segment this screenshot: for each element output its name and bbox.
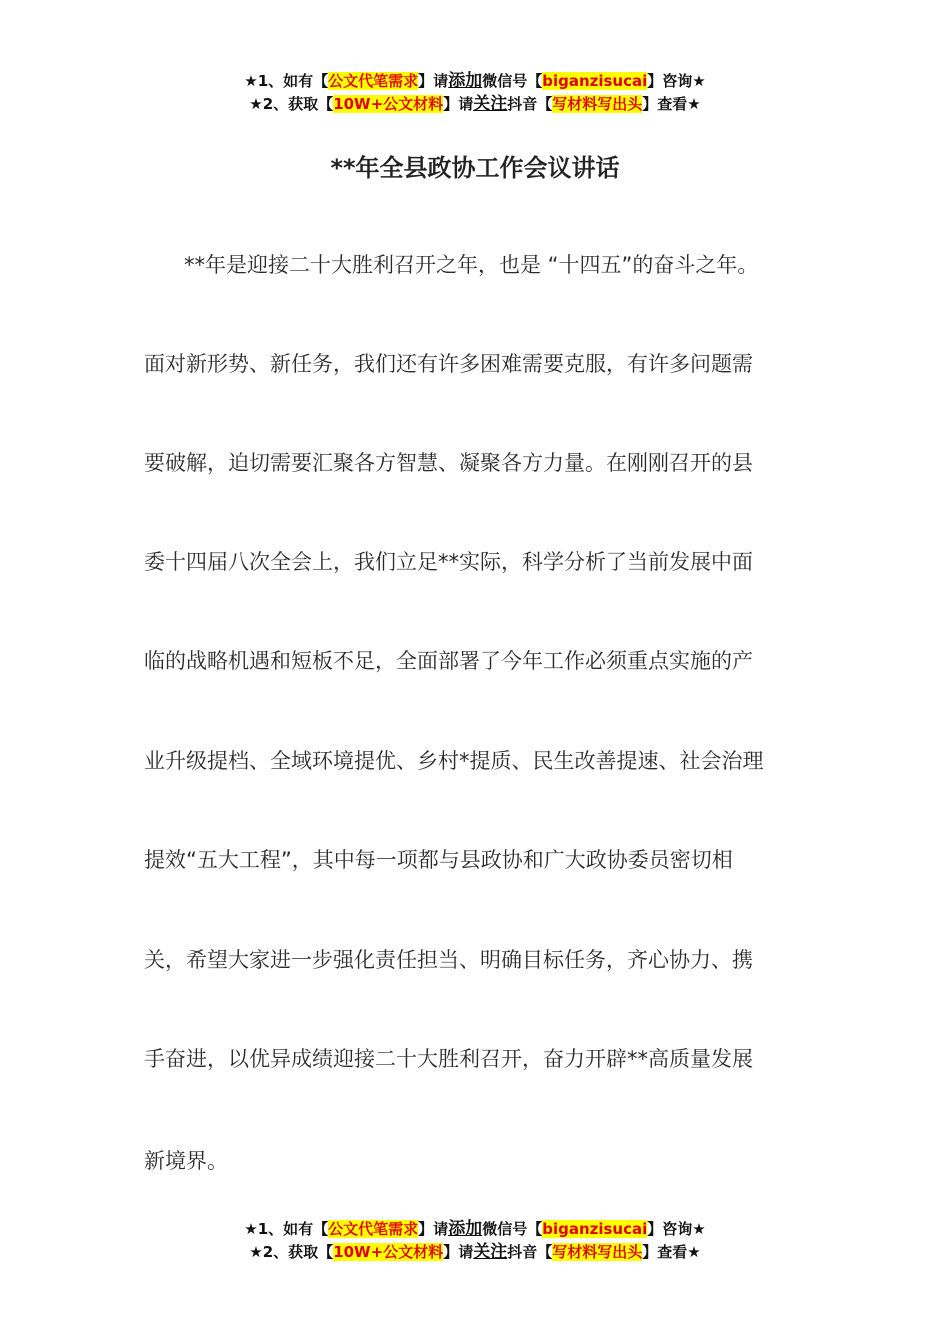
banner-text: 】请 bbox=[443, 1243, 474, 1261]
banner-text: 】查看★ bbox=[642, 1243, 701, 1261]
star-icon: ★ bbox=[244, 1220, 258, 1238]
add-emphasis: 添加 bbox=[448, 71, 483, 91]
banner-text: 】请 bbox=[418, 1220, 449, 1238]
paragraph-line: 临的战略机遇和短板不足，全面部署了今年工作必须重点实施的产 bbox=[144, 649, 753, 673]
douyin-account: 写材料写出头 bbox=[552, 1243, 643, 1261]
star-icon: ★ bbox=[249, 95, 263, 113]
star-icon: ★ bbox=[244, 72, 258, 90]
highlight-need: 公文代笔需求 bbox=[328, 1220, 419, 1238]
banner-text: 微信号【 bbox=[482, 1220, 543, 1238]
paragraph-line: 新境界。 bbox=[144, 1149, 228, 1173]
highlight-need: 公文代笔需求 bbox=[328, 72, 419, 90]
star-icon: ★ bbox=[249, 1243, 263, 1261]
follow-emphasis: 关注 bbox=[473, 1242, 508, 1262]
banner-text: 2、获取【 bbox=[262, 1243, 334, 1261]
wechat-account: biganzisucai bbox=[542, 72, 648, 90]
banner-text: 】查看★ bbox=[642, 95, 701, 113]
paragraph-line: 提效“五大工程”，其中每一项都与县政协和广大政协委员密切相 bbox=[144, 848, 733, 872]
banner-text: 2、获取【 bbox=[262, 95, 334, 113]
banner-text: 抖音【 bbox=[507, 1243, 553, 1261]
paragraph-line: 委十四届八次全会上，我们立足**实际，科学分析了当前发展中面 bbox=[144, 550, 753, 574]
banner-text: 微信号【 bbox=[482, 72, 543, 90]
banner-text: 1、如有【 bbox=[257, 1220, 329, 1238]
highlight-material: 10W+公文材料 bbox=[333, 95, 444, 113]
banner-line-1 bbox=[0, 1218, 950, 1241]
highlight-material: 10W+公文材料 bbox=[333, 1243, 444, 1261]
banner-line-2 bbox=[0, 93, 950, 116]
banner-text: 1、如有【 bbox=[257, 72, 329, 90]
banner-line-2 bbox=[0, 1241, 950, 1264]
paragraph-line: 面对新形势、新任务，我们还有许多困难需要克服，有许多问题需 bbox=[144, 352, 753, 376]
paragraph-line: 手奋进，以优异成绩迎接二十大胜利召开，奋力开辟**高质量发展 bbox=[144, 1047, 753, 1071]
wechat-account: biganzisucai bbox=[542, 1220, 648, 1238]
document-title: **年全县政协工作会议讲话 bbox=[330, 154, 620, 182]
banner-text: 】咨询★ bbox=[647, 1220, 706, 1238]
banner-text: 抖音【 bbox=[507, 95, 553, 113]
paragraph-line: 要破解，迫切需要汇聚各方智慧、凝聚各方力量。在刚刚召开的县 bbox=[144, 451, 753, 475]
follow-emphasis: 关注 bbox=[473, 94, 508, 114]
add-emphasis: 添加 bbox=[448, 1219, 483, 1239]
header-banner bbox=[0, 70, 950, 116]
banner-line-1 bbox=[0, 70, 950, 93]
douyin-account: 写材料写出头 bbox=[552, 95, 643, 113]
banner-text: 】请 bbox=[418, 72, 449, 90]
banner-text: 】咨询★ bbox=[647, 72, 706, 90]
banner-text: 】请 bbox=[443, 95, 474, 113]
paragraph-line: **年是迎接二十大胜利召开之年，也是 “十四五”的奋斗之年。 bbox=[184, 253, 759, 277]
paragraph-line: 业升级提档、全域环境提优、乡村*提质、民生改善提速、社会治理 bbox=[144, 749, 764, 773]
footer-banner bbox=[0, 1218, 950, 1264]
paragraph-line: 关，希望大家进一步强化责任担当、明确目标任务，齐心协力、携 bbox=[144, 948, 753, 972]
